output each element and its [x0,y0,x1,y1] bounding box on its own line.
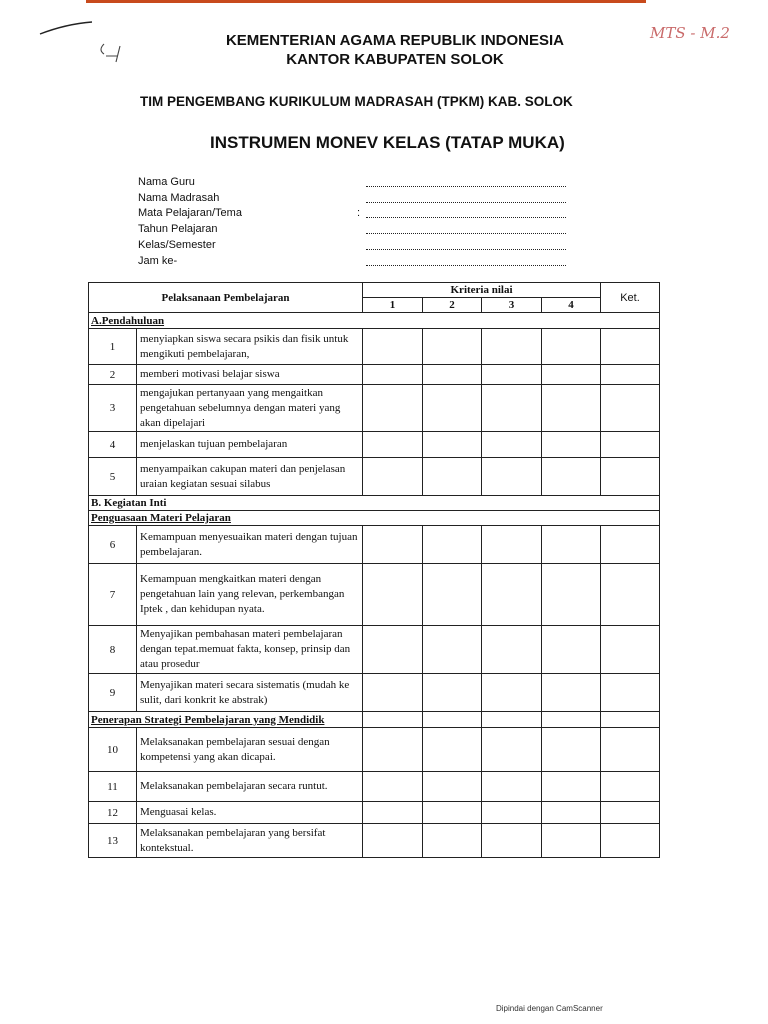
ket-cell[interactable] [601,458,660,496]
row-text: Melaksanakan pembelajaran yang bersifat kontekstual. [137,824,363,858]
score-cell[interactable] [542,329,601,365]
row-text: mengajukan pertanyaan yang mengaitkan pengetahuan sebelumnya dengan materi yang akan dipelajari [137,385,363,432]
ket-cell[interactable] [601,772,660,802]
score-cell[interactable] [363,626,423,674]
ket-cell[interactable] [601,365,660,385]
row-text: Menyajikan pembahasan materi pembelajaran dengan tepat.memuat fakta, konsep, prinsip dan atau prosedur [137,626,363,674]
row-number: 2 [89,365,137,385]
top-edge-line [86,0,646,3]
score-cell[interactable] [482,824,542,858]
ket-cell[interactable] [601,526,660,564]
score-cell[interactable] [482,772,542,802]
ket-cell[interactable] [601,385,660,432]
row-number: 4 [89,432,137,458]
field-line-kelas-semester [366,239,566,250]
score-cell[interactable] [542,772,601,802]
subsection-penguasaan-materi: Penguasaan Materi Pelajaran [89,511,660,526]
score-header-1: 1 [363,298,423,313]
field-line-tahun-pelajaran [366,223,566,234]
score-cell[interactable] [423,626,482,674]
score-cell[interactable] [363,329,423,365]
table-row [89,564,660,626]
score-cell[interactable] [542,526,601,564]
row-text: Melaksanakan pembelajaran sesuai dengan kompetensi yang akan dicapai. [137,728,363,772]
table-row [89,772,660,802]
ket-cell[interactable] [601,728,660,772]
score-cell[interactable] [423,365,482,385]
row-text: Melaksanakan pembelajaran secara runtut. [137,772,363,802]
row-text: menyampaikan cakupan materi dan penjelasan uraian kegiatan sesuai silabus [137,458,363,496]
ministry-heading: KEMENTERIAN AGAMA REPUBLIK INDONESIA [225,32,565,49]
score-cell[interactable] [482,329,542,365]
svg-text:MTS - M.2: MTS - M.2 [650,24,730,42]
score-cell[interactable] [482,564,542,626]
score-cell[interactable] [363,802,423,824]
row-text: Menguasai kelas. [137,802,363,824]
score-cell[interactable] [363,728,423,772]
score-cell[interactable] [363,674,423,712]
score-cell[interactable] [423,526,482,564]
score-cell[interactable] [423,432,482,458]
field-line-nama-madrasah [366,192,566,203]
score-cell[interactable] [542,626,601,674]
table-row [89,458,660,496]
score-cell[interactable] [423,772,482,802]
score-cell[interactable] [423,329,482,365]
header-pelaksanaan: Pelaksanaan Pembelajaran [89,283,363,313]
score-cell[interactable] [542,432,601,458]
field-label-mata-pelajaran: Mata Pelajaran/Tema [138,207,242,219]
score-cell[interactable] [363,385,423,432]
score-cell[interactable] [482,626,542,674]
score-header-4: 4 [542,298,601,313]
ket-cell[interactable] [601,626,660,674]
table-row [89,674,660,712]
score-cell[interactable] [423,824,482,858]
table-row [89,626,660,674]
score-cell[interactable] [482,432,542,458]
score-cell[interactable] [363,824,423,858]
row-number: 3 [89,385,137,432]
score-cell[interactable] [542,674,601,712]
score-cell[interactable] [482,674,542,712]
office-heading: KANTOR KABUPATEN SOLOK [286,51,504,68]
score-cell[interactable] [482,802,542,824]
field-label-nama-madrasah: Nama Madrasah [138,192,220,204]
score-cell[interactable] [423,674,482,712]
score-cell[interactable] [423,564,482,626]
section-pendahuluan: A.Pendahuluan [89,313,660,329]
field-label-nama-guru: Nama Guru [138,176,195,188]
score-cell[interactable] [423,802,482,824]
table-row [89,824,660,858]
scanner-footer: Dipindai dengan CamScanner [496,1004,603,1013]
row-text: menyiapkan siswa secara psikis dan fisik untuk mengikuti pembelajaran, [137,329,363,365]
ket-cell[interactable] [601,824,660,858]
field-line-jam-ke [366,255,566,266]
table-row [89,432,660,458]
header-ket: Ket. [601,283,660,313]
ket-cell[interactable] [601,329,660,365]
ket-cell[interactable] [601,674,660,712]
ket-cell[interactable] [601,432,660,458]
score-cell[interactable] [542,824,601,858]
ket-cell[interactable] [601,802,660,824]
page-title: INSTRUMEN MONEV KELAS (TATAP MUKA) [210,133,565,152]
score-cell[interactable] [482,385,542,432]
row-number: 11 [89,772,137,802]
score-cell[interactable] [363,526,423,564]
table-row [89,329,660,365]
table-row [89,802,660,824]
row-number: 6 [89,526,137,564]
assessment-table [88,282,660,858]
table-row [89,728,660,772]
field-line-nama-guru [366,176,566,187]
score-cell[interactable] [482,526,542,564]
table-row [89,526,660,564]
row-number: 5 [89,458,137,496]
score-cell[interactable] [542,365,601,385]
table-row [89,365,660,385]
row-text: menjelaskan tujuan pembelajaran [137,432,363,458]
subsection-strategi: Penerapan Strategi Pembelajaran yang Mendidik [89,712,363,728]
score-cell[interactable] [423,458,482,496]
score-cell[interactable] [363,772,423,802]
score-cell[interactable] [542,802,601,824]
score-cell[interactable] [363,365,423,385]
score-cell[interactable] [542,385,601,432]
row-text: Menyajikan materi secara sistematis (mudah ke sulit, dari konkrit ke abstrak) [137,674,363,712]
team-heading: TIM PENGEMBANG KURIKULUM MADRASAH (TPKM) KAB. SOLOK [140,94,573,109]
row-number: 1 [89,329,137,365]
row-number: 12 [89,802,137,824]
score-cell[interactable] [423,728,482,772]
row-number: 8 [89,626,137,674]
score-cell[interactable] [363,432,423,458]
row-number: 13 [89,824,137,858]
score-cell[interactable] [482,728,542,772]
row-number: 10 [89,728,137,772]
row-text: Kemampuan mengkaitkan materi dengan pengetahuan lain yang relevan, perkembangan Iptek , dan kehidupan nyata. [137,564,363,626]
score-cell[interactable] [482,365,542,385]
row-text: memberi motivasi belajar siswa [137,365,363,385]
score-cell[interactable] [363,564,423,626]
section-kegiatan-inti: B. Kegiatan Inti [89,496,660,511]
field-label-tahun-pelajaran: Tahun Pelajaran [138,223,218,235]
score-cell[interactable] [542,728,601,772]
score-header-2: 2 [423,298,482,313]
row-text: Kemampuan menyesuaikan materi dengan tujuan pembelajaran. [137,526,363,564]
score-cell[interactable] [363,458,423,496]
score-cell[interactable] [542,564,601,626]
ket-cell[interactable] [601,564,660,626]
row-number: 9 [89,674,137,712]
table-row [89,385,660,432]
score-header-3: 3 [482,298,542,313]
field-colon: : [357,207,361,219]
field-label-kelas-semester: Kelas/Semester [138,239,216,251]
score-cell[interactable] [542,458,601,496]
score-cell[interactable] [482,458,542,496]
field-line-mata-pelajaran [366,207,566,218]
field-label-jam-ke: Jam ke- [138,255,178,267]
row-number: 7 [89,564,137,626]
score-cell[interactable] [423,385,482,432]
header-kriteria: Kriteria nilai [363,283,601,298]
